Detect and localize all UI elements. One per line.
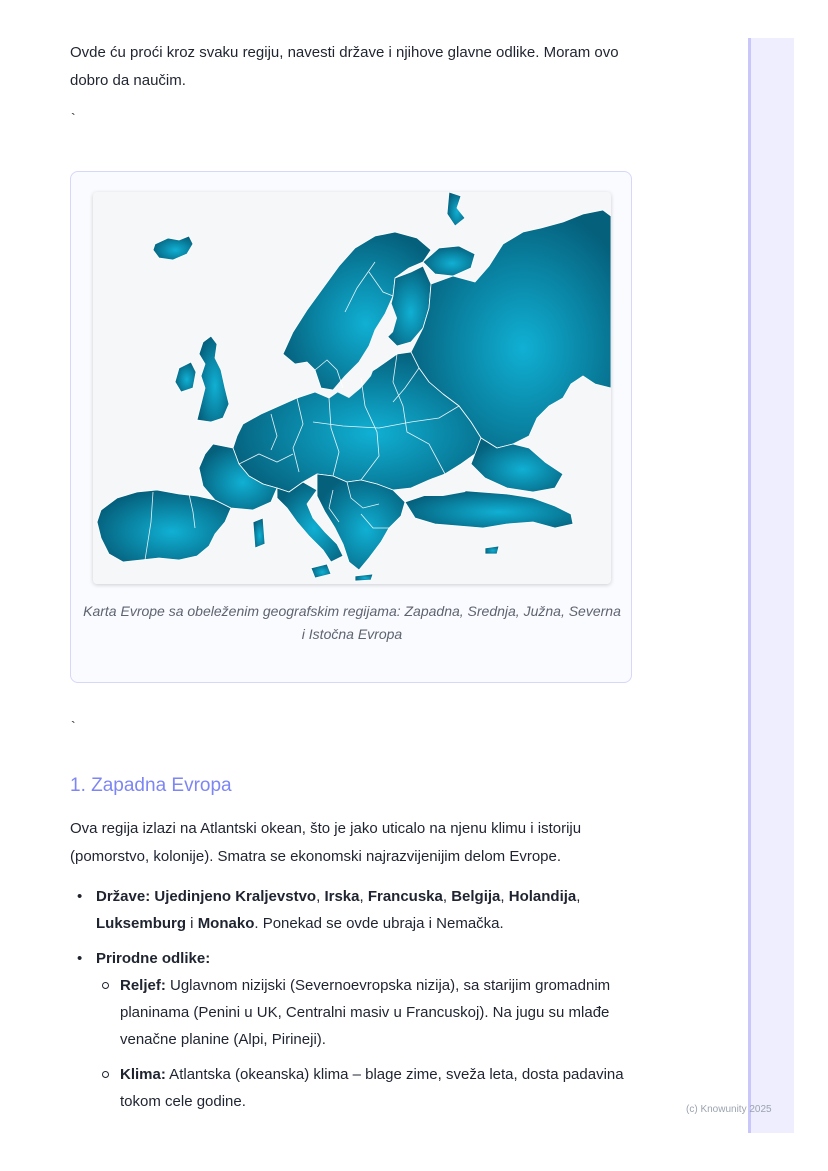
crete-shape	[355, 574, 373, 581]
state-name: Monako	[197, 915, 255, 932]
europe-map	[93, 192, 611, 584]
sublist-item-relief	[96, 972, 640, 1053]
sicily-shape	[311, 564, 331, 578]
climate-label: Klima:	[120, 1066, 166, 1083]
list-item-states: • Države: Ujedinjeno Kraljevstvo, Irska, Francuska, Belgija, Holandija, Luksemburg i Monako. Ponekad se ovde ubraja i Nemačka.	[70, 883, 640, 937]
natural-sublist	[96, 972, 640, 1115]
states-label: Države:	[96, 888, 151, 905]
climate-text: Atlantska (okeanska) klima – blage zime, sveža leta, dosta padavina tokom cele godine.	[120, 1066, 624, 1110]
figure-caption: Karta Evrope sa obeleženim geografskim regijama: Zapadna, Srednja, Južna, Severna i Istočna Evropa	[83, 603, 621, 642]
caucasus-shape	[471, 438, 563, 492]
list-item-natural	[70, 945, 640, 1115]
sardinia-shape	[253, 518, 265, 548]
stray-backtick-2: `	[71, 718, 76, 734]
right-sidebar	[748, 38, 794, 1133]
cyprus-shape	[485, 546, 499, 554]
stray-backtick: `	[71, 110, 76, 126]
state-name: Luksemburg	[96, 915, 187, 932]
novaya-zemlya-shape	[447, 192, 465, 226]
map-figure	[70, 171, 632, 683]
iceland-shape	[153, 236, 193, 260]
natural-label: Prirodne odlike:	[96, 950, 211, 967]
region-details-list	[70, 883, 640, 1115]
footer-copyright: (c) Knowunity 2025	[686, 1104, 772, 1115]
section-paragraph: Ova regija izlazi na Atlantski okean, što je jako uticalo na njenu klimu i istoriju (pomorstvo, kolonije). Smatra se ekonomski najrazvijenijim delom Evrope.	[70, 820, 582, 865]
state-name: Belgija	[451, 888, 501, 905]
iberia-shape	[97, 490, 231, 562]
state-name: Ujedinjeno Kraljevstvo	[154, 888, 317, 905]
europe-map-graphic	[93, 192, 611, 584]
relief-text: Uglavnom nizijski (Severnoevropska nizija), sa starijim gromadnim planinama (Penini u UK, Centralni masiv u Francuskoj). Na jugu su mlađe venačne planine (Alpi, Pirineji).	[120, 977, 611, 1048]
state-name: Francuska	[367, 888, 443, 905]
section-heading: 1. Zapadna Evropa	[70, 775, 232, 796]
intro-paragraph: Ovde ću proći kroz svaku regiju, navesti države i njihove glavne odlike. Moram ovo dobro da naučim.	[70, 44, 619, 89]
sublist-item-climate	[96, 1061, 640, 1115]
great-britain-shape	[197, 336, 229, 422]
state-name: Irska	[324, 888, 360, 905]
relief-label: Reljef:	[120, 977, 166, 994]
ireland-shape	[175, 362, 196, 392]
states-note: Ponekad se ovde ubraja i Nemačka.	[258, 915, 504, 932]
state-name: Holandija	[508, 888, 577, 905]
